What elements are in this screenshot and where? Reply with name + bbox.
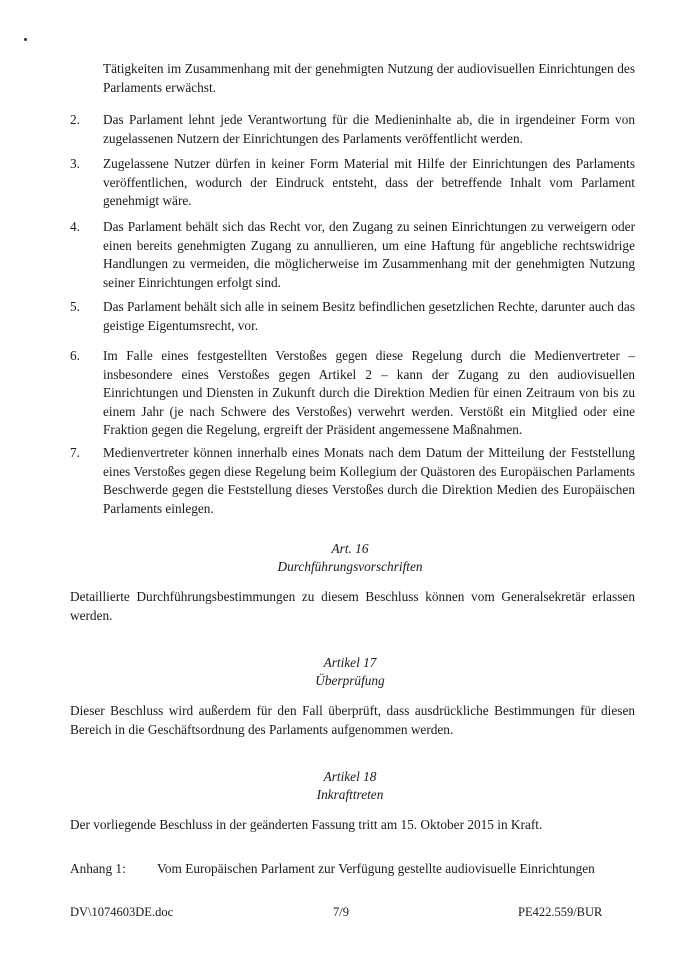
article-number: Art. 16 <box>331 541 369 556</box>
article-number: Artikel 18 <box>323 769 377 784</box>
annex-label: Anhang 1: <box>70 861 126 876</box>
article-title: Inkrafttreten <box>316 787 384 802</box>
article-body: Dieser Beschluss wird außerdem für den Fall überprüft, dass ausdrückliche Bestimmungen für diesen Bereich in die Geschäftsordnung des Parlaments aufgenommen werden. <box>70 703 635 737</box>
list-item-number: 3. <box>70 156 80 171</box>
footer-doc-ref: DV\1074603DE.doc <box>70 905 174 919</box>
list-item-text: Zugelassene Nutzer dürfen in keiner Form Material mit Hilfe der Einrichtungen des Parlaments veröffentlichen, wodurch der Eindruck entsteht, dass der betreffende Inhalt vom Parlament genehmigt wäre. <box>103 156 635 208</box>
list-item-text: Das Parlament behält sich das Recht vor, den Zugang zu seinen Einrichtungen zu verweigern oder einen bereits genehmigten Zugang zu annullieren, um eine Haftung für angebliche rechtswidrige Handlungen zu vermeiden, die möglicherweise im Zusammenhang mit der genehmigten Nutzung seiner Einrichtungen erfolgt sind. <box>103 219 635 290</box>
list-item-text: Medienvertreter können innerhalb eines Monats nach dem Datum der Mitteilung der Feststellung eines Verstoßes gegen diese Regelung beim Kollegium der Quästoren des Europäischen Parlaments Beschwerde gegen die Feststellung dieses Verstoßes durch die Direktion Medien des Europäischen Parlaments einlegen. <box>103 445 635 516</box>
annex-line <box>70 860 640 879</box>
article-body: Der vorliegende Beschluss in der geänderten Fassung tritt am 15. Oktober 2015 in Kraft. <box>70 817 543 832</box>
list-item-text: Im Falle eines festgestellten Verstoßes gegen diese Regelung durch die Medienvertreter – insbesondere eines Verstoßes gegen Artikel 2 – kann der Zugang zu den audiovisuellen Einrichtungen und Diensten in Zukunft durch die Direktion Medien für einen Zeitraum von bis zu einem Jahr (je nach Schwere des Verstoßes) verwehrt werden. Verstößt ein Mitglied oder eine Fraktion gegen die Regelung, ergreift der Präsident angemessene Maßnahmen. <box>103 348 635 437</box>
article-title: Durchführungsvorschriften <box>277 559 423 574</box>
annex-text: Vom Europäischen Parlament zur Verfügung gestellte audiovisuelle Einrichtungen <box>157 861 595 876</box>
list-item <box>70 111 635 148</box>
article-number: Artikel 17 <box>323 655 377 670</box>
list-item <box>70 347 635 440</box>
list-item-number: 5. <box>70 299 80 314</box>
list-item <box>70 155 635 211</box>
list-item-text: Das Parlament behält sich alle in seinem Besitz befindlichen gesetzlichen Rechte, darunter auch das geistige Eigentumsrecht, vor. <box>103 299 635 333</box>
footer-page-number: 7/9 <box>333 905 349 919</box>
footer-pe-ref: PE422.559/BUR <box>518 905 603 919</box>
list-item <box>70 218 635 292</box>
list-item-number: 6. <box>70 348 80 363</box>
article-title: Überprüfung <box>315 673 385 688</box>
list-item-text: Das Parlament lehnt jede Verantwortung für die Medieninhalte ab, die in irgendeiner Form von zugelassenen Nutzern der Einrichtungen des Parlaments veröffentlicht werden. <box>103 112 635 146</box>
continuation-paragraph: Tätigkeiten im Zusammenhang mit der genehmigten Nutzung der audiovisuellen Einrichtungen des Parlaments erwächst. <box>103 61 635 95</box>
article-body: Detaillierte Durchführungsbestimmungen zu diesem Beschluss können vom Generalsekretär erlassen werden. <box>70 589 635 623</box>
list-item-number: 2. <box>70 112 80 127</box>
list-item-number: 4. <box>70 219 80 234</box>
scan-speck <box>24 38 27 41</box>
list-item <box>70 444 635 518</box>
list-item-number: 7. <box>70 445 80 460</box>
list-item <box>70 298 635 335</box>
